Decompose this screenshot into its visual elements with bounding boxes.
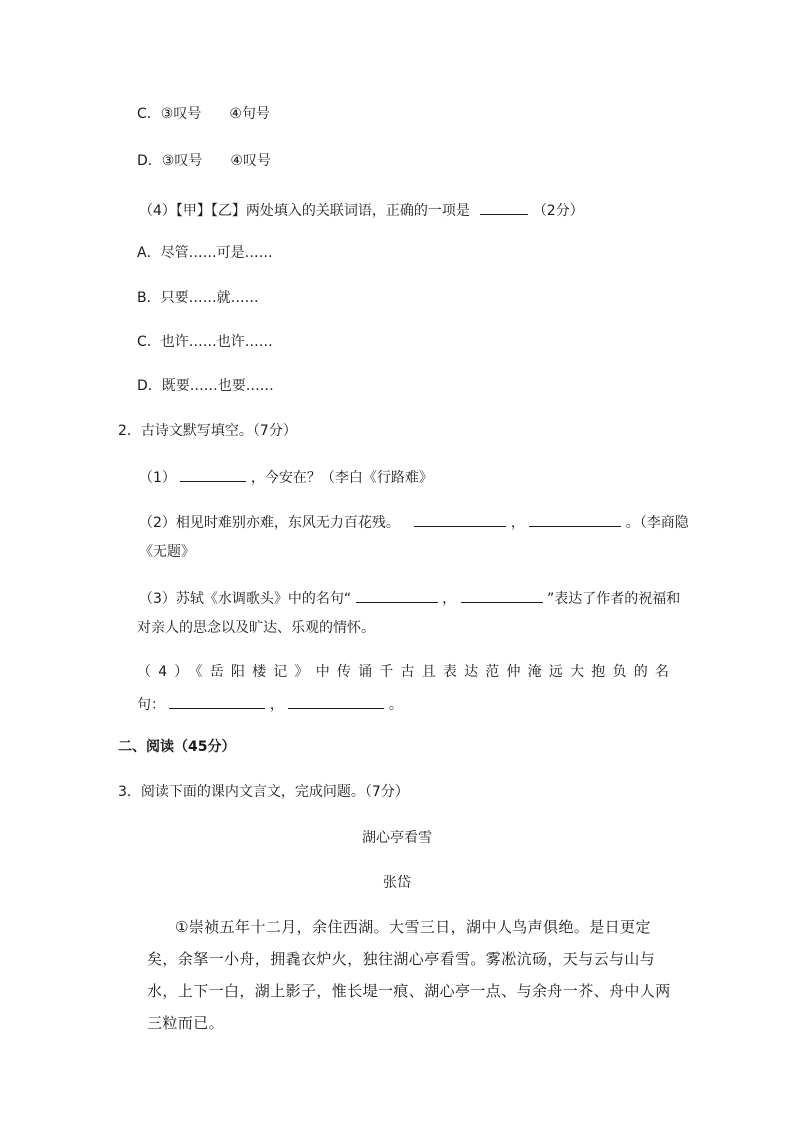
q2-sub2-sep: ， (510, 515, 525, 531)
answer-blank (288, 693, 384, 709)
q2-sub3 (139, 587, 680, 609)
article-paragraph: ①崇祯五年十二月，余住西湖。大雪三日，湖中人鸟声俱绝。是日更定矣，余拏一小舟，拥毳衣炉火，独往湖心亭看雪。雾凇沆砀，天与云与山与水，上下一白，湖上影子，惟长堤一痕、湖心亭一点、与余舟一芥、舟中人两三粒而已。 (147, 918, 671, 1032)
q1-4-option-b: B．只要……就…… (137, 290, 259, 306)
q2-sub4-end: 。 (388, 697, 403, 713)
q2-sub1 (139, 466, 433, 488)
answer-blank (180, 466, 246, 482)
q2-sub4-line2 (137, 693, 403, 715)
q2-sub3-line2: 对亲人的思念以及旷达、乐观的情怀。 (137, 620, 375, 636)
q2-title: 2．古诗文默写填空。（7分） (118, 423, 297, 439)
q1-4-option-c: C．也许……也许…… (137, 334, 273, 350)
q2-sub2-text: （2）相见时难别亦难，东风无力百花残。 (139, 515, 400, 531)
answer-blank (414, 511, 506, 527)
q1-4-option-a: A．尽管……可是…… (137, 245, 273, 261)
article-author: 张岱 (383, 875, 411, 891)
q2-sub3-post: ”表达了作者的祝福和 (546, 591, 681, 607)
q2-sub2 (139, 511, 689, 533)
answer-blank (356, 587, 438, 603)
q2-sub2-line2: 《无题》 (139, 544, 195, 560)
q2-sub3-sep: ， (442, 591, 457, 607)
q3-title: 3．阅读下面的课内文言文，完成问题。（7分） (118, 784, 409, 800)
section-heading: 二、阅读（45分） (118, 739, 236, 755)
q1-4-stem (139, 199, 584, 221)
answer-blank (169, 693, 265, 709)
q2-sub4-line1: （4）《岳阳楼记》中传诵千古且表达范仲淹远大抱负的名 (137, 664, 677, 680)
q2-sub1-num: （1） (139, 470, 176, 486)
answer-blank (461, 587, 543, 603)
q1-option-d: D．③叹号 ④叹号 (137, 153, 271, 169)
q1-4-option-d: D．既要……也要…… (137, 378, 274, 394)
answer-blank (529, 511, 621, 527)
q2-sub2-source: 。（李商隐 (625, 515, 689, 531)
q1-4-stem-text: （4）【甲】【乙】两处填入的关联词语，正确的一项是 (139, 203, 470, 219)
q2-sub3-text: （3）苏轼《水调歌头》中的名句“ (139, 591, 352, 607)
q2-sub4-sep: ， (269, 697, 284, 713)
q1-option-c: C．③叹号 ④句号 (137, 106, 270, 122)
q1-4-score: （2分） (532, 203, 584, 219)
q2-sub4-label: 句： (137, 697, 165, 713)
q2-sub1-text: ，今安在？（李白《行路难》 (250, 470, 433, 486)
article-title: 湖心亭看雪 (362, 830, 432, 846)
answer-blank (480, 199, 528, 215)
